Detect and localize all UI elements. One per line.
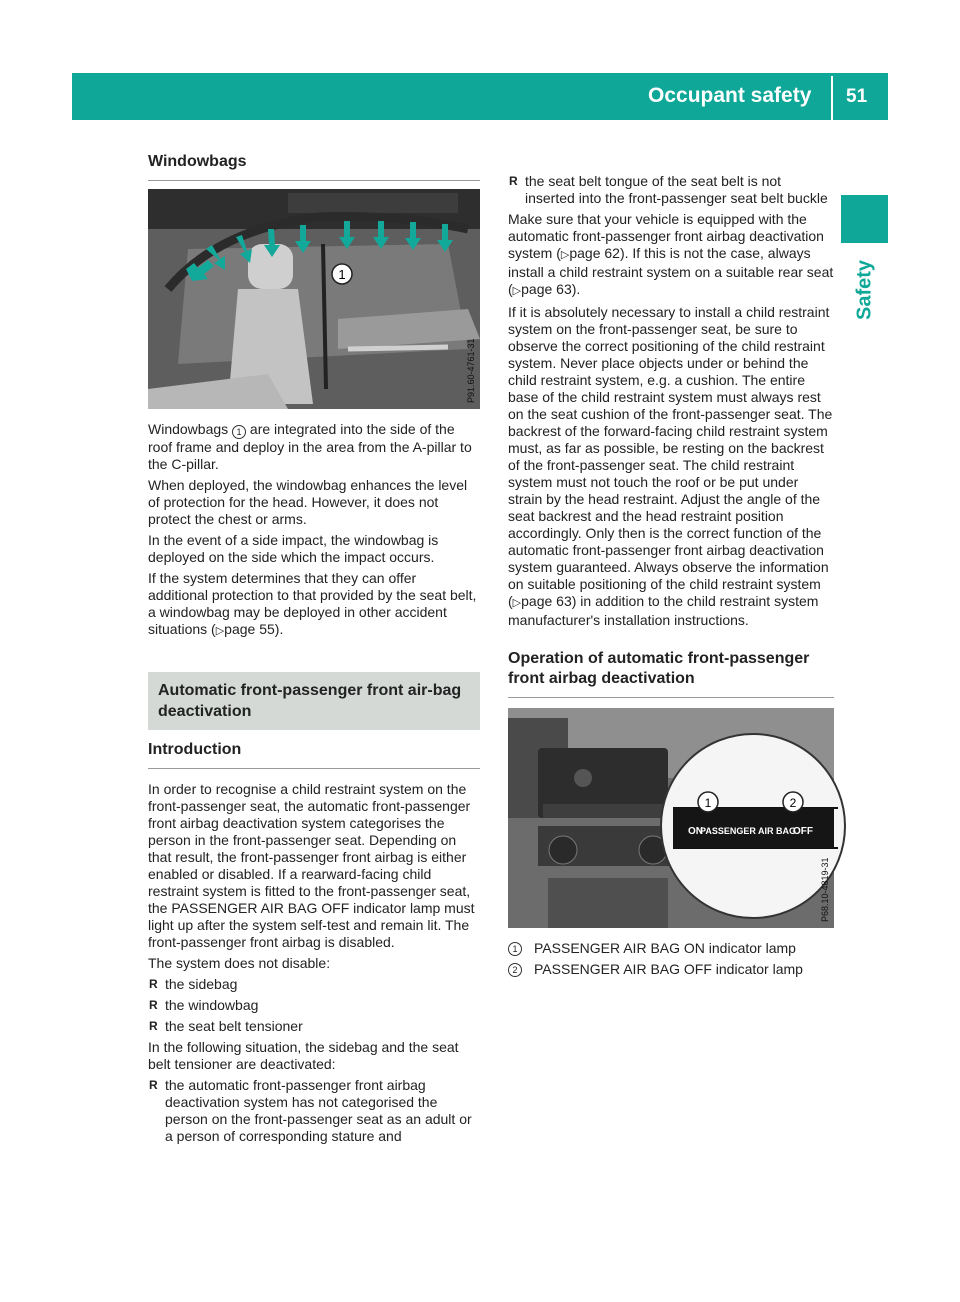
figure-callout-1: 1 bbox=[704, 796, 712, 810]
auto-deactivation-heading: Automatic front-passenger front air-bag deactivation bbox=[148, 672, 480, 730]
operation-figure bbox=[508, 708, 834, 928]
intro-paragraph-1: In order to recognise a child restraint system on the front-passenger seat, the automatic front-passenger front airbag deactivation system categorises the person in the front-passenger seat. Depending on that result, the front-passenger front airbag is either enabled or disabled. If a rearward-facing child restraint system is fitted to the front-passenger seat, the PASSENGER AIR BAG OFF indicator lamp must light up after the system self-test and remain lit. The front-passenger front airbag is disabled. bbox=[148, 781, 475, 950]
header-divider bbox=[831, 76, 833, 120]
positioning-paragraph: If it is absolutely necessary to install a child restraint system on the front-passenger seat, be sure to observe the correct positioning of the child restraint system. Never place objects under or behind the child restraint system, e.g. a cushion. The entire base of the child restraint system must always rest on the seat cushion of the front-passenger seat. The backrest of the forward-facing child restraint system must, as far as possible, be resting on the backrest of the front-passenger seat. The child restraint system must not touch the roof or be put under strain by the head restraint. Adjust the angle of the seat backrest and the head restraint position accordingly. Only then is the correct function of the automatic front-passenger front airbag deactivation system guaranteed. Always observe the information on suitable positioning of the child restraint system (▷page 63) in addition to the child restraint system manufacturer's installation instructions. bbox=[508, 304, 833, 628]
operation-heading: Operation of automatic front-passenger front airbag deactivation bbox=[508, 650, 810, 687]
figure-callout-2: 2 bbox=[789, 796, 797, 810]
page-reference-link[interactable]: page 63 bbox=[521, 593, 572, 609]
windowbags-paragraph-1: Windowbags 1 are integrated into the side of the roof frame and deploy in the area from the A-pillar to the C-pillar. bbox=[148, 421, 472, 472]
figure-callout-number: 1 bbox=[338, 267, 346, 282]
list-item-continued bbox=[508, 152, 834, 169]
heading-rule bbox=[148, 180, 480, 181]
heading-rule bbox=[508, 697, 834, 698]
left-column bbox=[148, 152, 480, 1144]
callout-1: 1 bbox=[232, 425, 246, 439]
page-header-title: Occupant safety bbox=[648, 84, 812, 107]
windowbags-heading: Windowbags bbox=[148, 153, 247, 170]
caption-item: 2 PASSENGER AIR BAG OFF indicator lamp bbox=[508, 961, 834, 978]
windowbags-paragraph-2: When deployed, the windowbag enhances the level of protection for the head. However, it does not protect the chest or arms. bbox=[148, 477, 468, 527]
page-ref-arrow-icon: ▷ bbox=[512, 597, 522, 609]
page-ref-arrow-icon: ▷ bbox=[560, 249, 570, 261]
list-item: R the seat belt tongue of the seat belt is not inserted into the front-passenger seat belt buckle bbox=[509, 173, 828, 206]
lamp-on-label: ON bbox=[688, 826, 703, 837]
lamp-off-label: OFF bbox=[793, 826, 813, 837]
intro-paragraph-2: The system does not disable: bbox=[148, 955, 331, 971]
list-item: R the windowbag bbox=[149, 997, 259, 1013]
figure-code: P91.60-4761-31 bbox=[466, 338, 476, 403]
list-item: R the seat belt tensioner bbox=[149, 1018, 303, 1034]
page-reference-link[interactable]: page 63 bbox=[521, 281, 572, 297]
page-ref-arrow-icon: ▷ bbox=[215, 625, 225, 637]
windowbags-figure bbox=[148, 189, 480, 409]
list-item: R the sidebag bbox=[149, 976, 238, 992]
page-ref-arrow-icon: ▷ bbox=[512, 285, 522, 297]
list-item: R the automatic front-passenger front airbag deactivation system has not categorised the person on the front-passenger seat as an adult or a person of corresponding stature and bbox=[149, 1077, 472, 1144]
figure-code: P68.10-4819-31 bbox=[820, 857, 830, 922]
page-number: 51 bbox=[846, 86, 868, 107]
introduction-heading: Introduction bbox=[148, 741, 242, 758]
windowbags-paragraph-3: In the event of a side impact, the windowbag is deployed on the side which the impact occurs. bbox=[148, 532, 439, 565]
side-tab-marker bbox=[841, 195, 888, 243]
windowbags-paragraph-4: If the system determines that they can offer additional protection to that provided by the seat belt, a windowbag may be deployed in other accident situations (▷page 55). bbox=[148, 570, 477, 637]
intro-paragraph-3: In the following situation, the sidebag and the seat belt tensioner are deactivated: bbox=[148, 1039, 459, 1072]
make-sure-paragraph: Make sure that your vehicle is equipped with the automatic front-passenger front airbag deactivation system (▷page 62). If this is not the case, always install a child restraint system on a suitable rear seat (▷page 63). bbox=[508, 211, 834, 297]
side-tab-label: Safety bbox=[853, 259, 876, 321]
page-reference-link[interactable]: page 55 bbox=[224, 621, 275, 637]
page-reference-link[interactable]: page 62 bbox=[569, 245, 620, 261]
caption-item: 1 PASSENGER AIR BAG ON indicator lamp bbox=[508, 940, 834, 957]
heading-rule bbox=[148, 768, 480, 769]
right-column bbox=[508, 152, 834, 982]
lamp-center-label: PASSENGER AIR BAG bbox=[699, 826, 797, 836]
